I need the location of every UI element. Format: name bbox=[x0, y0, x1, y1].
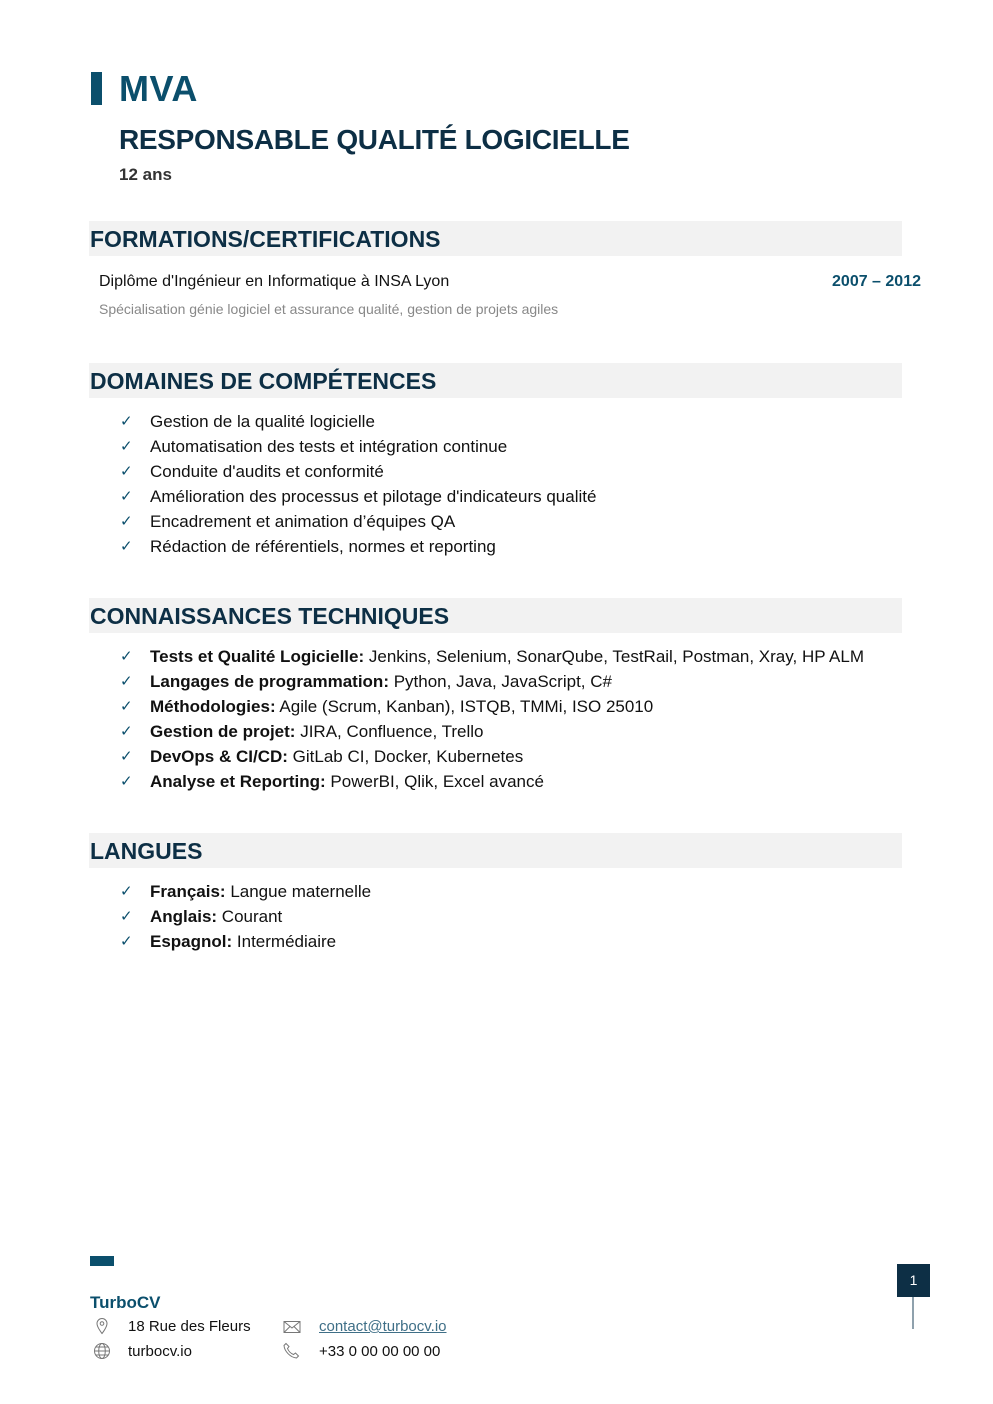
section-title: CONNAISSANCES TECHNIQUES bbox=[90, 603, 450, 629]
check-icon: ✓ bbox=[120, 908, 133, 925]
item-value: GitLab CI, Docker, Kubernetes bbox=[287, 747, 524, 766]
list-item bbox=[120, 719, 864, 744]
langues-list bbox=[120, 879, 371, 954]
list-item bbox=[120, 434, 596, 459]
item-value: Agile (Scrum, Kanban), ISTQB, TMMi, ISO 25010 bbox=[275, 697, 654, 716]
list-item bbox=[120, 534, 596, 559]
check-icon: ✓ bbox=[120, 513, 133, 530]
check-icon: ✓ bbox=[120, 933, 133, 950]
list-item bbox=[120, 409, 596, 434]
education-dates: 2007 – 2012 bbox=[832, 273, 921, 290]
check-icon: ✓ bbox=[120, 673, 133, 690]
technique-list bbox=[120, 644, 864, 794]
item-text: Gestion de la qualité logicielle bbox=[150, 412, 375, 431]
education-title: Diplôme d'Ingénieur en Informatique à INSA Lyon bbox=[99, 273, 450, 290]
section-header-formations bbox=[89, 221, 902, 256]
check-icon: ✓ bbox=[120, 438, 133, 455]
item-label: Langages de programmation: bbox=[150, 672, 389, 691]
item-text: Rédaction de référentiels, normes et reporting bbox=[150, 537, 496, 556]
section-header-langues bbox=[89, 833, 902, 868]
footer-accent-bar bbox=[90, 1256, 114, 1266]
item-text: Conduite d'audits et conformité bbox=[150, 462, 384, 481]
footer-website[interactable]: turbocv.io bbox=[128, 1343, 192, 1360]
list-item bbox=[120, 484, 596, 509]
footer-email-link[interactable]: contact@turbocv.io bbox=[319, 1318, 447, 1335]
check-icon: ✓ bbox=[120, 773, 133, 790]
section-header-competences bbox=[89, 363, 902, 398]
footer-brand: TurboCV bbox=[90, 1293, 161, 1312]
list-item bbox=[120, 644, 864, 669]
check-icon: ✓ bbox=[120, 883, 133, 900]
location-pin-icon bbox=[93, 1317, 111, 1335]
check-icon: ✓ bbox=[120, 463, 133, 480]
candidate-name: MVA bbox=[119, 68, 198, 109]
footer-address: 18 Rue des Fleurs bbox=[128, 1318, 251, 1335]
list-item bbox=[120, 694, 864, 719]
list-item bbox=[120, 904, 371, 929]
phone-icon bbox=[283, 1342, 301, 1360]
item-label: DevOps & CI/CD: bbox=[150, 747, 288, 766]
item-value: Python, Java, JavaScript, C# bbox=[388, 672, 612, 691]
check-icon: ✓ bbox=[120, 698, 133, 715]
envelope-icon bbox=[283, 1318, 301, 1336]
item-text: Amélioration des processus et pilotage d'indicateurs qualité bbox=[150, 487, 597, 506]
item-label: Gestion de projet: bbox=[150, 722, 296, 741]
check-icon: ✓ bbox=[120, 723, 133, 740]
check-icon: ✓ bbox=[120, 748, 133, 765]
competences-list bbox=[120, 409, 596, 559]
job-title: RESPONSABLE QUALITÉ LOGICIELLE bbox=[119, 124, 630, 155]
list-item bbox=[120, 929, 371, 954]
check-icon: ✓ bbox=[120, 648, 133, 665]
list-item bbox=[120, 769, 864, 794]
page-number: 1 bbox=[897, 1264, 930, 1297]
experience-years: 12 ans bbox=[119, 165, 172, 184]
section-title: FORMATIONS/CERTIFICATIONS bbox=[90, 226, 441, 252]
item-label: Anglais: bbox=[150, 907, 218, 926]
item-value: Courant bbox=[217, 907, 283, 926]
item-value: JIRA, Confluence, Trello bbox=[295, 722, 484, 741]
list-item bbox=[120, 669, 864, 694]
check-icon: ✓ bbox=[120, 538, 133, 555]
footer-phone: +33 0 00 00 00 00 bbox=[319, 1343, 441, 1360]
item-text: Encadrement et animation d’équipes QA bbox=[150, 512, 456, 531]
item-label: Analyse et Reporting: bbox=[150, 772, 326, 791]
page-number-line bbox=[912, 1297, 914, 1329]
item-label: Espagnol: bbox=[150, 932, 233, 951]
item-label: Français: bbox=[150, 882, 226, 901]
item-label: Méthodologies: bbox=[150, 697, 276, 716]
education-description: Spécialisation génie logiciel et assurance qualité, gestion de projets agiles bbox=[99, 301, 559, 317]
globe-icon bbox=[93, 1342, 111, 1360]
item-text: Automatisation des tests et intégration continue bbox=[150, 437, 508, 456]
section-title: LANGUES bbox=[90, 838, 203, 864]
list-item bbox=[120, 744, 864, 769]
section-title: DOMAINES DE COMPÉTENCES bbox=[90, 368, 437, 394]
section-header-technique bbox=[89, 598, 902, 633]
check-icon: ✓ bbox=[120, 488, 133, 505]
list-item bbox=[120, 879, 371, 904]
list-item bbox=[120, 509, 596, 534]
item-value: Langue maternelle bbox=[225, 882, 372, 901]
item-label: Tests et Qualité Logicielle: bbox=[150, 647, 365, 666]
item-value: Jenkins, Selenium, SonarQube, TestRail, Postman, Xray, HP ALM bbox=[364, 647, 864, 666]
list-item bbox=[120, 459, 596, 484]
name-accent-bar bbox=[91, 72, 102, 105]
item-value: PowerBI, Qlik, Excel avancé bbox=[325, 772, 544, 791]
check-icon: ✓ bbox=[120, 413, 133, 430]
item-value: Intermédiaire bbox=[232, 932, 337, 951]
